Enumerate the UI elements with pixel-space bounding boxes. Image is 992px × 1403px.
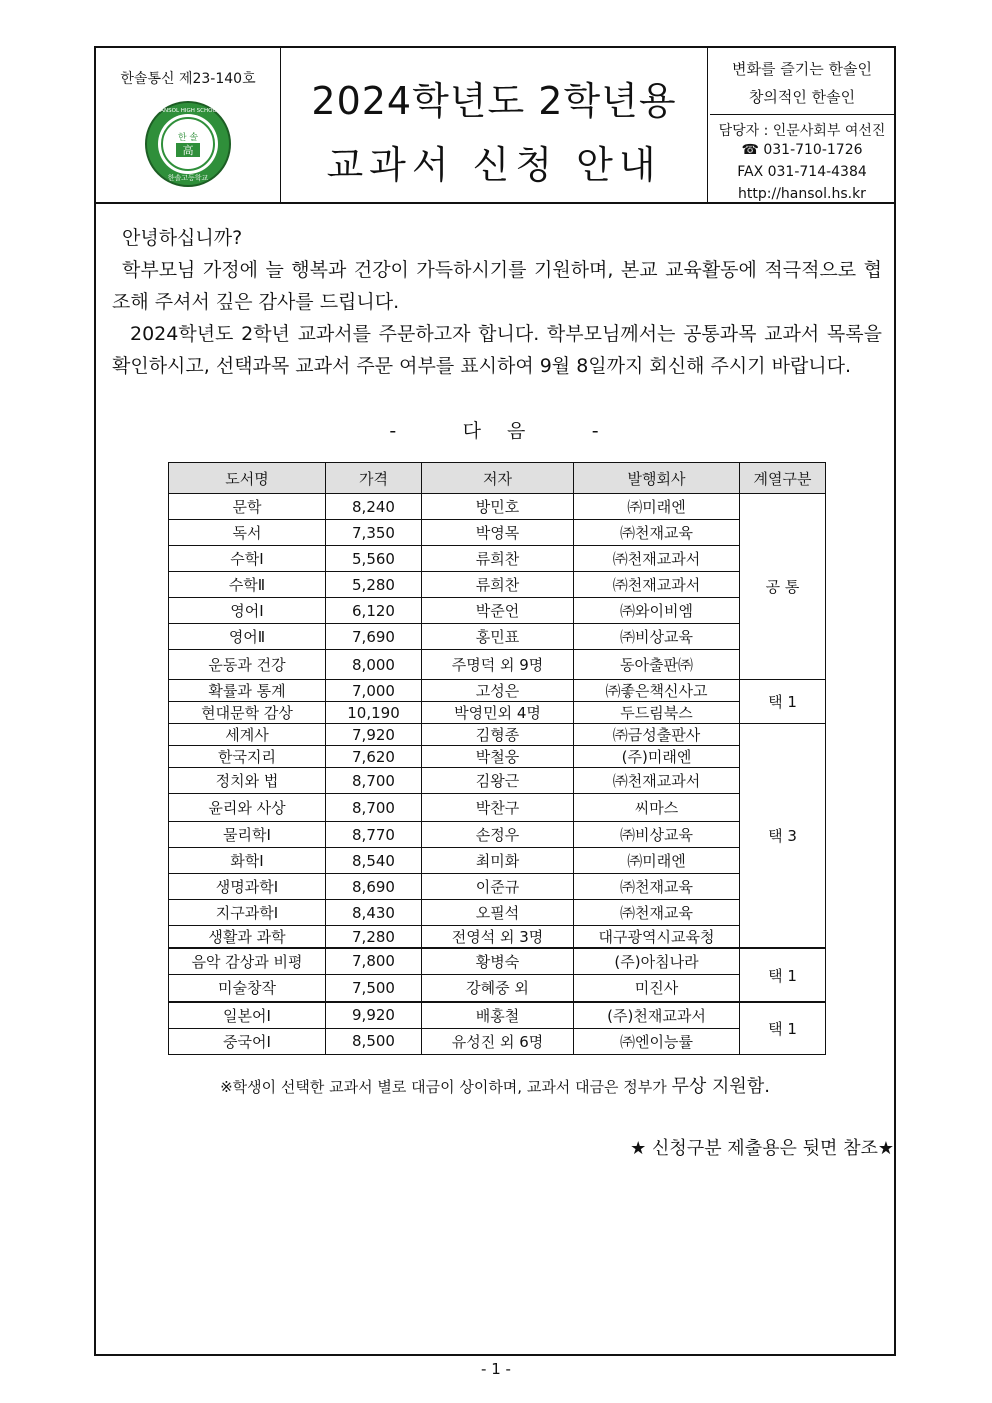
cell-author: 최미화: [422, 848, 574, 874]
cell-publisher: ㈜금성출판사: [574, 724, 740, 746]
cell-price: 8,430: [326, 900, 422, 926]
cell-author: 박철웅: [422, 746, 574, 768]
cell-book-name: 화학Ⅰ: [169, 848, 326, 874]
cell-author: 홍민표: [422, 624, 574, 650]
table-row: [169, 974, 826, 1002]
table-row: [169, 794, 826, 822]
contact-person: 담당자 : 인문사회부 여선진: [718, 123, 886, 139]
table-row: [169, 680, 826, 702]
cell-publisher: ㈜비상교육: [574, 822, 740, 848]
cell-publisher: ㈜좋은책신사고: [574, 680, 740, 702]
cell-price: 10,190: [326, 702, 422, 724]
cell-author: 강혜중 외: [422, 974, 574, 1002]
cell-category: 택 1: [740, 680, 826, 724]
reference-note: ★ 신청구분 제출용은 뒷면 참조★: [630, 1138, 894, 1159]
textbook-table: [168, 462, 826, 1055]
logo-ring-text: HANSOL HIGH SCHOOL: [156, 108, 220, 114]
table-row: [169, 702, 826, 724]
title-line1: 2024학년도 2학년용: [311, 79, 677, 123]
cell-book-name: 음악 감상과 비평: [169, 948, 326, 974]
title-line2: 교과서 신청 안내: [326, 143, 662, 187]
cell-publisher: ㈜미래엔: [574, 848, 740, 874]
cell-publisher: 동아출판㈜: [574, 650, 740, 680]
cell-book-name: 현대문학 감상: [169, 702, 326, 724]
cell-publisher: ㈜천재교과서: [574, 572, 740, 598]
cell-author: 이준규: [422, 874, 574, 900]
page-number: - 1 -: [481, 1360, 511, 1378]
cell-publisher: ㈜천재교육: [574, 520, 740, 546]
cell-publisher: 대구광역시교육청: [574, 926, 740, 949]
cell-book-name: 독서: [169, 520, 326, 546]
cell-book-name: 세계사: [169, 724, 326, 746]
cell-book-name: 수학Ⅰ: [169, 546, 326, 572]
header-author: 저자: [422, 463, 574, 494]
cell-book-name: 물리학Ⅰ: [169, 822, 326, 848]
cell-author: 오필석: [422, 900, 574, 926]
cell-publisher: 두드림북스: [574, 702, 740, 724]
logo-char: 高: [182, 144, 194, 157]
cell-author: 배홍철: [422, 1002, 574, 1028]
table-row: [169, 822, 826, 848]
section-divider: - 다 음 -: [389, 420, 601, 442]
table-row: [169, 768, 826, 794]
paragraph-1: 학부모님 가정에 늘 행복과 건강이 가득하시기를 기원하며, 본교 교육활동에 적극적으로 협조해 주셔서 깊은 감사를 드립니다.: [112, 259, 882, 313]
cell-book-name: 수학Ⅱ: [169, 572, 326, 598]
logo-bottom-text: 한솔고등학교: [167, 174, 209, 182]
table-row: [169, 624, 826, 650]
cell-book-name: 정치와 법: [169, 768, 326, 794]
cell-price: 8,700: [326, 768, 422, 794]
cell-author: 고성은: [422, 680, 574, 702]
table-row: [169, 494, 826, 520]
slogan-line1: 변화를 즐기는 한솔인: [732, 60, 872, 78]
paragraph-2: 2024학년도 2학년 교과서를 주문하고자 합니다. 학부모님께서는 공통과목 교과서 목록을 확인하시고, 선택과목 교과서 주문 여부를 표시하여 9월 8일까지 회신해 주시기 바랍니다.: [112, 323, 882, 377]
cell-price: 8,690: [326, 874, 422, 900]
table-row: [169, 1002, 826, 1028]
cell-author: 김왕근: [422, 768, 574, 794]
cell-publisher: ㈜미래엔: [574, 494, 740, 520]
cell-price: 8,240: [326, 494, 422, 520]
header-title: [281, 48, 708, 202]
cell-publisher: (주)천재교과서: [574, 1002, 740, 1028]
cell-publisher: 씨마스: [574, 794, 740, 822]
document-frame: [94, 46, 896, 1356]
cell-author: 황병숙: [422, 948, 574, 974]
cell-publisher: ㈜천재교과서: [574, 768, 740, 794]
cell-price: 7,690: [326, 624, 422, 650]
header-publisher: 발행회사: [574, 463, 740, 494]
cell-price: 7,920: [326, 724, 422, 746]
table-row: [169, 1028, 826, 1054]
cell-author: 박영목: [422, 520, 574, 546]
table-row: [169, 948, 826, 974]
contact-url[interactable]: http://hansol.hs.kr: [738, 186, 866, 202]
cell-publisher: (주)아침나라: [574, 948, 740, 974]
cell-book-name: 영어Ⅰ: [169, 598, 326, 624]
cell-book-name: 지구과학Ⅰ: [169, 900, 326, 926]
header-left: [96, 48, 281, 202]
cell-book-name: 영어Ⅱ: [169, 624, 326, 650]
issue-number: 한솔통신 제23-140호: [120, 71, 256, 87]
note-emphasis: 무상 지원함.: [671, 1076, 770, 1097]
cell-publisher: ㈜천재교과서: [574, 546, 740, 572]
contact-phone: ☎ 031-710-1726: [741, 142, 863, 158]
cell-author: 김형종: [422, 724, 574, 746]
slogan-line2: 창의적인 한솔인: [748, 88, 856, 106]
cell-book-name: 생명과학Ⅰ: [169, 874, 326, 900]
header-right: [710, 48, 894, 202]
cell-book-name: 확률과 통계: [169, 680, 326, 702]
cell-price: 7,620: [326, 746, 422, 768]
cell-category: 택 1: [740, 948, 826, 1002]
contact-fax: FAX 031-714-4384: [737, 164, 867, 180]
cell-price: 8,540: [326, 848, 422, 874]
cell-author: 박준언: [422, 598, 574, 624]
cell-publisher: ㈜와이비엠: [574, 598, 740, 624]
cell-book-name: 문학: [169, 494, 326, 520]
table-row: [169, 746, 826, 768]
slogan-box: [710, 48, 894, 115]
table-row: [169, 650, 826, 680]
table-row: [169, 900, 826, 926]
header: [96, 48, 894, 204]
cell-price: 5,560: [326, 546, 422, 572]
cell-author: 전영석 외 3명: [422, 926, 574, 949]
cell-author: 박찬구: [422, 794, 574, 822]
cell-publisher: ㈜비상교육: [574, 624, 740, 650]
cell-category: 택 3: [740, 724, 826, 949]
table-row: [169, 874, 826, 900]
table-row: [169, 520, 826, 546]
cell-book-name: 중국어Ⅰ: [169, 1028, 326, 1054]
cell-book-name: 한국지리: [169, 746, 326, 768]
cell-publisher: 미진사: [574, 974, 740, 1002]
cost-note: [96, 1072, 894, 1098]
cell-category: 공 통: [740, 494, 826, 680]
header-category: 계열구분: [740, 463, 826, 494]
cell-price: 7,500: [326, 974, 422, 1002]
cell-author: 류희찬: [422, 546, 574, 572]
table-row: [169, 848, 826, 874]
cell-publisher: ㈜천재교육: [574, 874, 740, 900]
cell-price: 7,350: [326, 520, 422, 546]
table-row: [169, 572, 826, 598]
table-header-row: [169, 463, 826, 494]
cell-book-name: 미술창작: [169, 974, 326, 1002]
cell-price: 8,770: [326, 822, 422, 848]
cell-publisher: ㈜엔이능률: [574, 1028, 740, 1054]
cell-author: 손정우: [422, 822, 574, 848]
cell-price: 5,280: [326, 572, 422, 598]
note-text: ※학생이 선택한 교과서 별로 대금이 상이하며, 교과서 대금은 정부가: [220, 1078, 672, 1096]
cell-publisher: (주)미래엔: [574, 746, 740, 768]
cell-author: 주명덕 외 9명: [422, 650, 574, 680]
school-logo: [144, 100, 232, 188]
cell-price: 8,000: [326, 650, 422, 680]
cell-price: 8,500: [326, 1028, 422, 1054]
cell-publisher: ㈜천재교육: [574, 900, 740, 926]
cell-price: 7,800: [326, 948, 422, 974]
greeting: 안녕하십니까?: [122, 227, 243, 249]
cell-price: 9,920: [326, 1002, 422, 1028]
header-price: 가격: [326, 463, 422, 494]
cell-author: 박영민외 4명: [422, 702, 574, 724]
cell-category: 택 1: [740, 1002, 826, 1054]
cell-price: 7,280: [326, 926, 422, 949]
cell-book-name: 생활과 과학: [169, 926, 326, 949]
cell-price: 7,000: [326, 680, 422, 702]
header-book-name: 도서명: [169, 463, 326, 494]
cell-price: 6,120: [326, 598, 422, 624]
table-row: [169, 926, 826, 949]
cell-book-name: 일본어Ⅰ: [169, 1002, 326, 1028]
table-row: [169, 724, 826, 746]
cell-author: 유성진 외 6명: [422, 1028, 574, 1054]
cell-price: 8,700: [326, 794, 422, 822]
table-row: [169, 598, 826, 624]
table-row: [169, 546, 826, 572]
cell-author: 류희찬: [422, 572, 574, 598]
cell-book-name: 운동과 건강: [169, 650, 326, 680]
logo-top-text: 한 솔: [177, 133, 199, 143]
cell-book-name: 윤리와 사상: [169, 794, 326, 822]
cell-author: 방민호: [422, 494, 574, 520]
